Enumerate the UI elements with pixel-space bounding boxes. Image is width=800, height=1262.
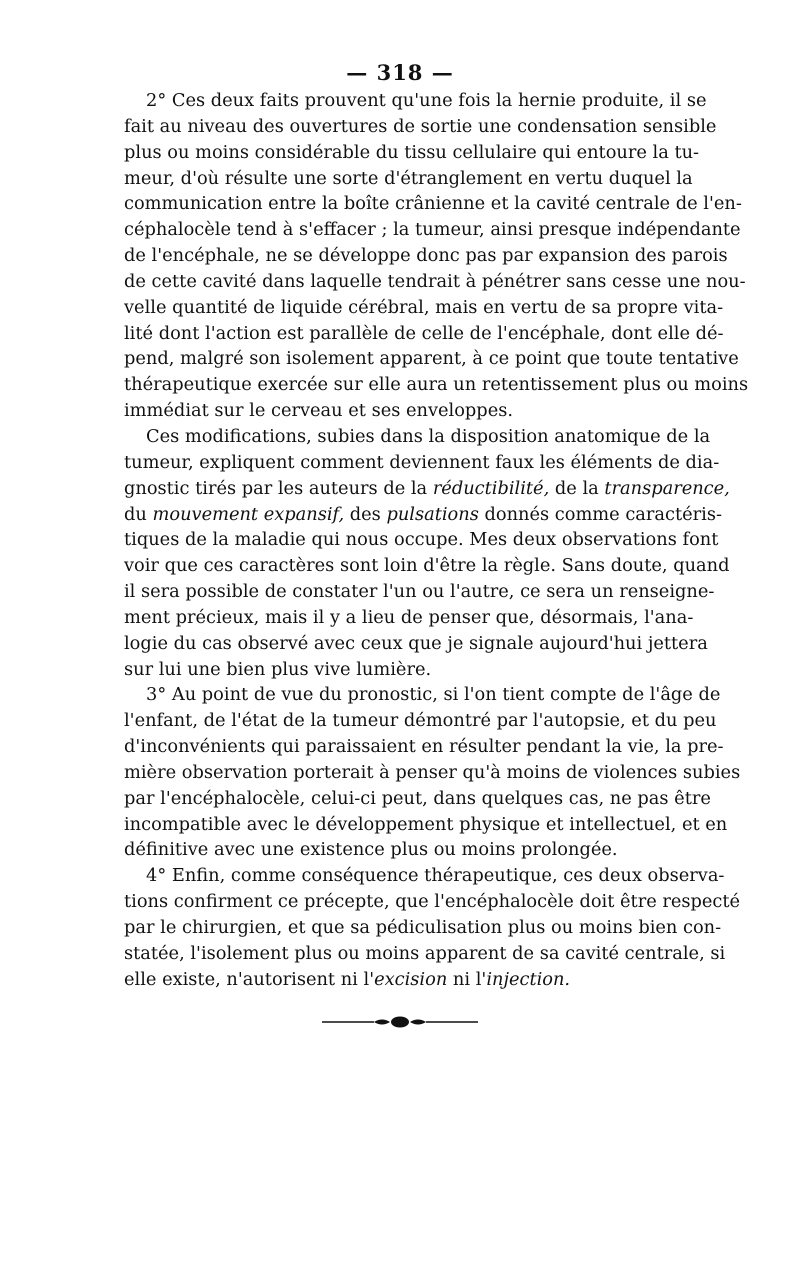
- text-line: de l'encéphale, ne se développe donc pas par expansion des parois: [124, 245, 728, 267]
- text-line: thérapeutique exercée sur elle aura un retentissement plus ou moins: [124, 374, 749, 396]
- paragraph-p4: [124, 863, 741, 992]
- text-line: il sera possible de constater l'un ou l'autre, ce sera un renseigne-: [124, 581, 715, 603]
- text-line: Ces modifications, subies dans la disposition anatomique de la: [146, 425, 711, 447]
- text-line: sur lui une bien plus vive lumière.: [124, 658, 432, 680]
- text-line: velle quantité de liquide cérébral, mais en vertu de sa propre vita-: [124, 296, 724, 318]
- text-line: fait au niveau des ouvertures de sortie une condensation sensible: [124, 115, 717, 137]
- text-line: tions confirment ce précepte, que l'encéphalocèle doit être respecté: [124, 891, 741, 913]
- text-line: meur, d'où résulte une sorte d'étranglement en vertu duquel la: [124, 167, 693, 189]
- tailpiece-ornament-icon: [320, 1013, 480, 1031]
- text-line: ment précieux, mais il y a lieu de penser que, désormais, l'ana-: [124, 606, 694, 628]
- body-text: [124, 88, 749, 993]
- text-line: tiques de la maladie qui nous occupe. Mes deux observations font: [124, 529, 719, 551]
- text-line: communication entre la boîte crânienne et la cavité centrale de l'en-: [124, 193, 742, 215]
- text-line: statée, l'isolement plus ou moins apparent de sa cavité centrale, si: [124, 942, 726, 964]
- paragraph-p3: [124, 682, 741, 863]
- text-line: céphalocèle tend à s'effacer ; la tumeur, ainsi presque indépendante: [124, 219, 741, 241]
- text-line: du mouvement expansif, des pulsations donnés comme caractéris-: [124, 503, 722, 525]
- text-line: pend, malgré son isolement apparent, à ce point que toute tentative: [124, 348, 739, 370]
- text-line: tumeur, expliquent comment deviennent faux les éléments de dia-: [124, 451, 720, 473]
- text-line: immédiat sur le cerveau et ses enveloppes.: [124, 400, 513, 422]
- text-line: par le chirurgien, et que sa pédiculisation plus ou moins bien con-: [124, 917, 722, 938]
- text-line: définitive avec une existence plus ou moins prolongée.: [124, 839, 618, 861]
- text-line: 2° Ces deux faits prouvent qu'une fois la hernie produite, il se: [146, 90, 707, 111]
- text-line: d'inconvénients qui paraissaient en résulter pendant la vie, la pre-: [124, 736, 724, 758]
- text-line: de cette cavité dans laquelle tendrait à pénétrer sans cesse une nou-: [124, 270, 746, 292]
- text-line: 3° Au point de vue du pronostic, si l'on tient compte de l'âge de: [146, 684, 721, 706]
- page-number: — 318 —: [346, 60, 454, 85]
- text-line: incompatible avec le développement physique et intellectuel, et en: [124, 813, 728, 835]
- text-line: 4° Enfin, comme conséquence thérapeutique, ces deux observa-: [146, 865, 725, 887]
- text-line: lité dont l'action est parallèle de celle de l'encéphale, dont elle dé-: [124, 322, 724, 344]
- paragraph-p-mod: [124, 424, 730, 682]
- text-line: elle existe, n'autorisent ni l'excision ni l'injection.: [124, 968, 571, 990]
- text-line: logie du cas observé avec ceux que je signale aujourd'hui jettera: [124, 632, 708, 654]
- text-line: mière observation porterait à penser qu'à moins de violences subies: [124, 761, 741, 783]
- text-line: par l'encéphalocèle, celui-ci peut, dans quelques cas, ne pas être: [124, 787, 711, 809]
- paragraph-p2: [124, 88, 749, 424]
- text-line: voir que ces caractères sont loin d'être la règle. Sans doute, quand: [124, 555, 730, 577]
- text-line: gnostic tirés par les auteurs de la réductibilité, de la transparence,: [124, 477, 730, 499]
- text-line: plus ou moins considérable du tissu cellulaire qui entoure la tu-: [124, 141, 700, 163]
- text-line: l'enfant, de l'état de la tumeur démontré par l'autopsie, et du peu: [124, 710, 717, 732]
